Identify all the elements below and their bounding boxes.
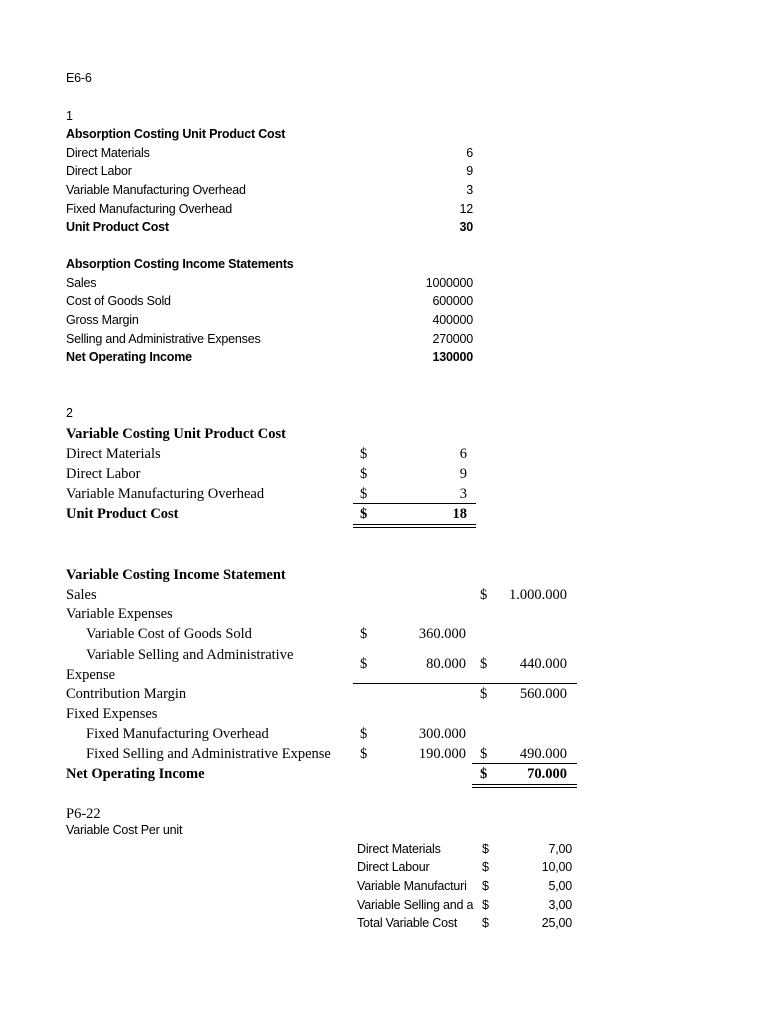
var-sga-total: 440.000 xyxy=(519,656,567,672)
variable-income-heading: Variable Costing Income Statement xyxy=(66,567,286,583)
currency-symbol: $ xyxy=(480,656,488,672)
abs-unit-label: Direct Materials xyxy=(66,146,150,160)
var-cogs-label: Variable Cost of Goods Sold xyxy=(86,626,252,642)
abs-income-label: Selling and Administrative Expenses xyxy=(66,332,261,346)
fixed-moh-label: Fixed Manufacturing Overhead xyxy=(86,726,269,742)
currency-symbol: $ xyxy=(482,842,489,856)
cost-row-value: 3,00 xyxy=(548,898,572,912)
absorption-unit-cost-heading: Absorption Costing Unit Product Cost xyxy=(66,127,286,141)
cost-row-value: 5,00 xyxy=(548,879,572,893)
sales-label: Sales xyxy=(66,587,97,603)
subtotal-rule xyxy=(472,763,577,764)
var-sga-label-line2: Expense xyxy=(66,667,116,683)
currency-symbol: $ xyxy=(480,686,488,702)
abs-income-label: Sales xyxy=(66,276,97,290)
var-cogs-value: 360.000 xyxy=(418,626,466,642)
abs-income-label: Gross Margin xyxy=(66,313,139,327)
abs-unit-value: 3 xyxy=(466,183,473,197)
currency-symbol: $ xyxy=(482,916,489,930)
currency-symbol: $ xyxy=(480,746,488,762)
abs-income-value: 400000 xyxy=(432,313,473,327)
variable-unit-cost-heading: Variable Costing Unit Product Cost xyxy=(66,426,286,442)
var-unit-label: Direct Materials xyxy=(66,446,161,462)
noi-value: 70.000 xyxy=(527,766,567,782)
abs-income-total-label: Net Operating Income xyxy=(66,350,192,364)
problem-subtitle: Variable Cost Per unit xyxy=(66,823,183,837)
cost-row-value: 7,00 xyxy=(548,842,572,856)
variable-expenses-label: Variable Expenses xyxy=(66,606,173,622)
currency-symbol: $ xyxy=(360,466,368,482)
double-rule-bottom xyxy=(472,787,577,788)
cost-row-value: 25,00 xyxy=(541,916,572,930)
currency-symbol: $ xyxy=(360,446,368,462)
cost-row-label: Variable Manufacturi xyxy=(357,879,467,893)
var-unit-total-label: Unit Product Cost xyxy=(66,506,179,522)
double-rule-top xyxy=(353,524,476,525)
abs-unit-label: Variable Manufacturing Overhead xyxy=(66,183,246,197)
abs-income-total-value: 130000 xyxy=(432,350,473,364)
currency-symbol: $ xyxy=(480,587,488,603)
noi-label: Net Operating Income xyxy=(66,766,205,782)
abs-income-value: 600000 xyxy=(432,294,473,308)
var-sga-value: 80.000 xyxy=(426,656,466,672)
abs-income-value: 270000 xyxy=(432,332,473,346)
abs-unit-total-label: Unit Product Cost xyxy=(66,220,169,234)
subtotal-rule xyxy=(353,683,577,684)
abs-unit-total-value: 30 xyxy=(459,220,473,234)
currency-symbol: $ xyxy=(482,860,489,874)
absorption-income-heading: Absorption Costing Income Statements xyxy=(66,257,294,271)
fixed-sga-value: 190.000 xyxy=(418,746,466,762)
abs-unit-value: 9 xyxy=(466,164,473,178)
exercise-title: E6-6 xyxy=(66,71,92,85)
abs-unit-label: Fixed Manufacturing Overhead xyxy=(66,202,233,216)
part-number-2: 2 xyxy=(66,406,73,420)
var-unit-value: 3 xyxy=(459,486,467,502)
part-number-1: 1 xyxy=(66,109,73,123)
currency-symbol: $ xyxy=(360,726,368,742)
abs-unit-label: Direct Labor xyxy=(66,164,132,178)
abs-unit-value: 12 xyxy=(459,202,473,216)
fixed-sga-total: 490.000 xyxy=(519,746,567,762)
contribution-margin-label: Contribution Margin xyxy=(66,686,187,702)
cost-row-label: Variable Selling and a xyxy=(357,898,474,912)
subtotal-rule xyxy=(353,503,476,504)
currency-symbol: $ xyxy=(482,898,489,912)
currency-symbol: $ xyxy=(360,656,368,672)
var-unit-label: Direct Labor xyxy=(66,466,141,482)
problem-title: P6-22 xyxy=(66,806,101,822)
fixed-sga-label: Fixed Selling and Administrative Expense xyxy=(86,746,331,762)
var-unit-total-value: 18 xyxy=(452,506,467,522)
currency-symbol: $ xyxy=(360,626,368,642)
cost-row-label: Total Variable Cost xyxy=(357,916,458,930)
abs-unit-value: 6 xyxy=(466,146,473,160)
var-sga-label-line1: Variable Selling and Administrative xyxy=(86,647,294,663)
double-rule-top xyxy=(472,784,577,785)
cost-row-value: 10,00 xyxy=(541,860,572,874)
var-unit-label: Variable Manufacturing Overhead xyxy=(66,486,265,502)
abs-income-value: 1000000 xyxy=(425,276,473,290)
currency-symbol: $ xyxy=(480,766,488,782)
sales-value: 1.000.000 xyxy=(509,587,567,603)
var-unit-value: 9 xyxy=(459,466,467,482)
fixed-expenses-label: Fixed Expenses xyxy=(66,706,158,722)
cost-row-label: Direct Labour xyxy=(357,860,430,874)
currency-symbol: $ xyxy=(360,486,368,502)
double-rule-bottom xyxy=(353,527,476,528)
currency-symbol: $ xyxy=(482,879,489,893)
var-unit-value: 6 xyxy=(459,446,467,462)
contribution-margin-value: 560.000 xyxy=(519,686,567,702)
currency-symbol: $ xyxy=(360,506,368,522)
currency-symbol: $ xyxy=(360,746,368,762)
cost-row-label: Direct Materials xyxy=(357,842,441,856)
fixed-moh-value: 300.000 xyxy=(418,726,466,742)
abs-income-label: Cost of Goods Sold xyxy=(66,294,171,308)
